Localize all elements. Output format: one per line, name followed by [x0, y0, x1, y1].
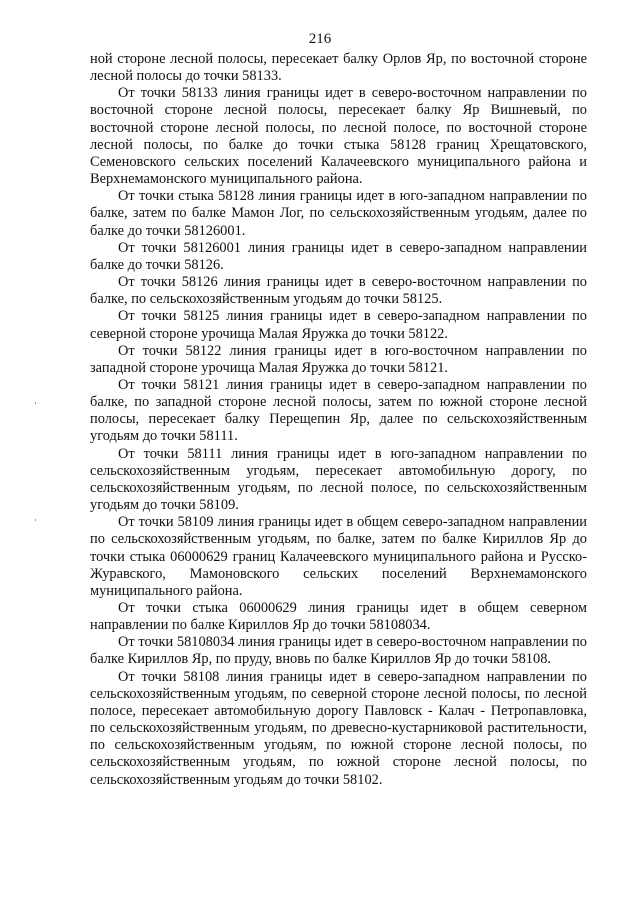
paragraph-continuation: ной стороне лесной полосы, пересекает балку Орлов Яр, по восточной стороне лесной полосы до точки 58133.	[90, 51, 587, 85]
paragraph: От точки 58111 линия границы идет в юго-западном направлении по сельскохозяйственным угодьям, пересекает автомобильную дорогу, по сельскохозяйственным угодьям, по лесной полосе, по сельскохозяйственным угодьям до точки 58109.	[90, 445, 587, 514]
paragraph: От точки 58108034 линия границы идет в северо-восточном направлении по балке Кириллов Яр, по пруду, вновь по балке Кириллов Яр до точки 58108.	[90, 634, 587, 668]
paragraph: От точки 58125 линия границы идет в северо-западном направлении по северной стороне урочища Малая Яружка до точки 58122.	[90, 308, 587, 342]
page-number: 216	[308, 31, 332, 47]
paragraph: От точки 58122 линия границы идет в юго-восточном направлении по западной стороне урочища Малая Яружка до точки 58121.	[90, 342, 587, 376]
paragraph: От точки 58108 линия границы идет в северо-западном направлении по сельскохозяйственным угодьям, по северной стороне лесной полосы, по лесной полосе, пересекает автомобильную дорогу Павловск - Калач - Петропавловка, по сельскохозяйственным угодьям, по древесно-кустарниковой растительности, по сельскохозяйственным угодьям, по южной стороне лесной полосы, по сельскохозяйственным угодьям, по южной стороне лесной полосы, по сельскохозяйственным угодьям до точки 58102.	[90, 668, 587, 788]
paragraph: От точки 58133 линия границы идет в северо-восточном направлении по восточной стороне лесной полосы, пересекает балку Яр Вишневый, по восточной стороне лесной полосы, по лесной полосе, по восточной стороне лесной полосы, по балке до точки стыка 58128 границ Хрещатовского, Семеновского сельских поселений Калачеевского муниципального района и Верхнемамонского муниципального района.	[90, 85, 587, 188]
paragraph: От точки 58126 линия границы идет в северо-восточном направлении по балке, по сельскохозяйственным угодьям до точки 58125.	[90, 274, 587, 308]
scan-speck	[35, 519, 36, 521]
scan-speck	[35, 402, 36, 404]
document-body	[90, 51, 587, 789]
paragraph: От точки стыка 58128 линия границы идет в юго-западном направлении по балке, затем по балке Мамон Лог, по сельскохозяйственным угодьям, далее по балке до точки 58126001.	[90, 188, 587, 239]
paragraph: От точки 58126001 линия границы идет в северо-западном направлении балке до точки 58126.	[90, 239, 587, 273]
paragraph: От точки стыка 06000629 линия границы идет в общем северном направлении по балке Кириллов Яр до точки 58108034.	[90, 600, 587, 634]
paragraph: От точки 58109 линия границы идет в общем северо-западном направлении по сельскохозяйственным угодьям, по балке, затем по балке Кириллов Яр до точки стыка 06000629 границ Калачеевского муниципального района и Русско-Журавского, Мамоновского сельских поселений Верхнемамонского муниципального района.	[90, 514, 587, 599]
paragraph: От точки 58121 линия границы идет в северо-западном направлении по балке, по западной стороне лесной полосы, затем по южной стороне лесной полосы, пересекает балку Перещепин Яр, далее по сельскохозяйственным угодьям до точки 58111.	[90, 376, 587, 445]
